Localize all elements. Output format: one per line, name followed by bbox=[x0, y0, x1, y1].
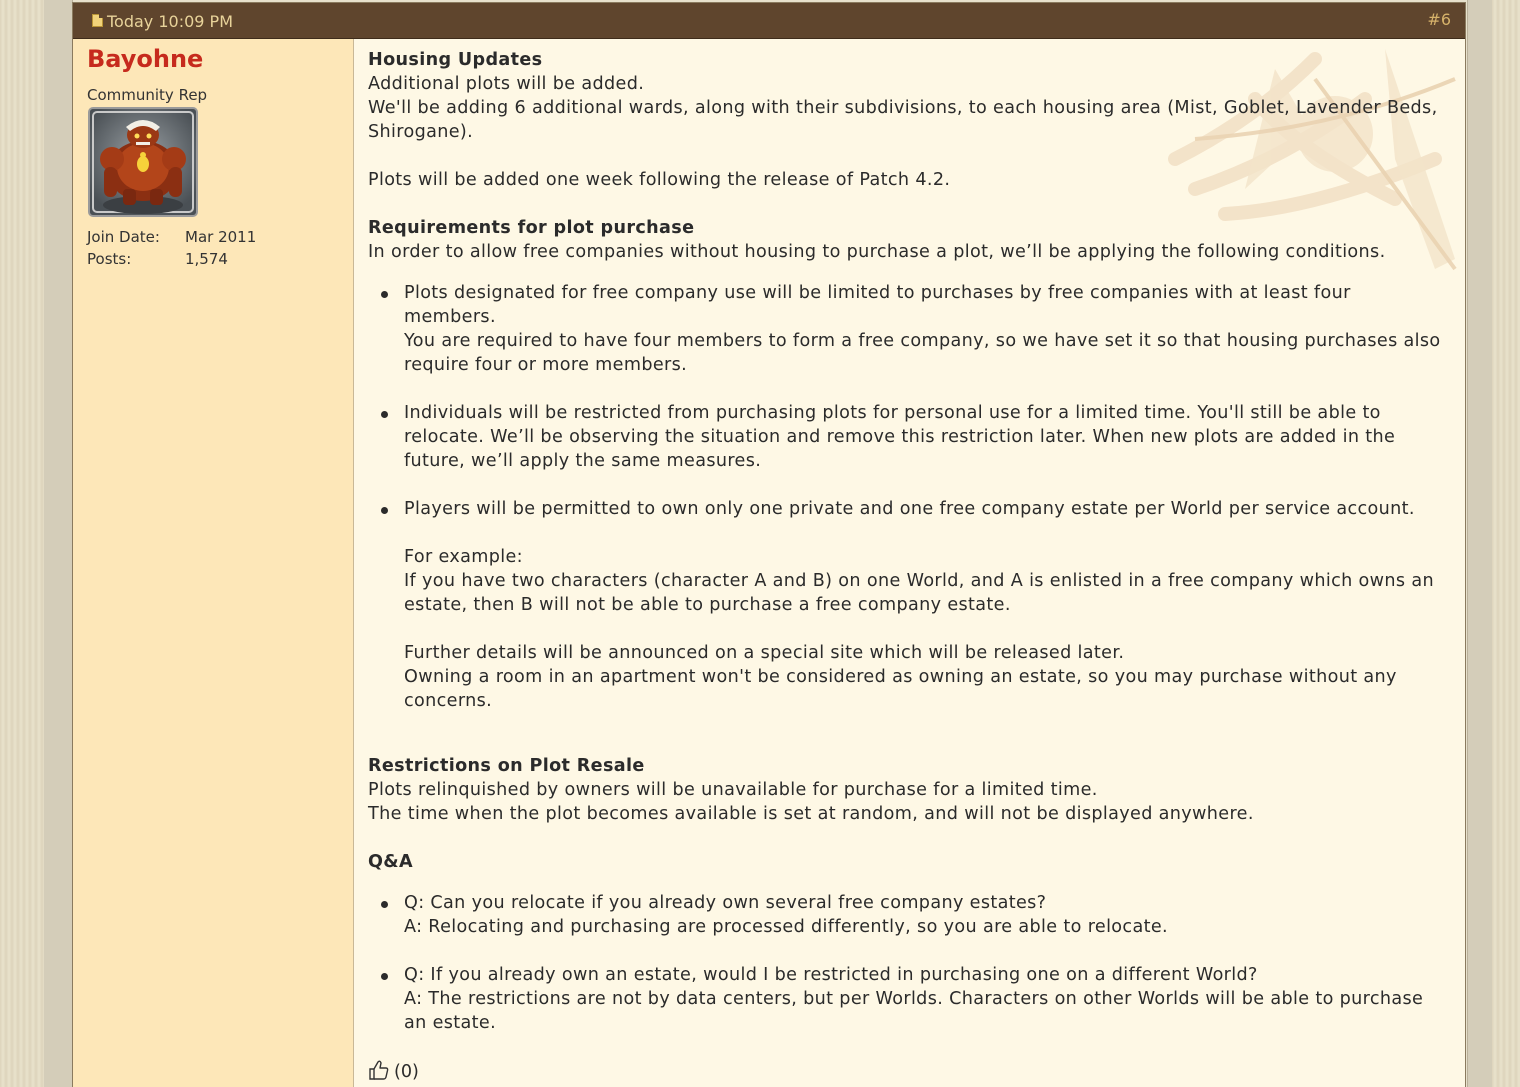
user-title: Community Rep bbox=[87, 86, 208, 104]
join-date-label: Join Date: bbox=[87, 228, 160, 246]
resale-line-2: The time when the plot becomes available is set at random, and will not be displayed anywhere. bbox=[368, 804, 1254, 824]
qa-heading: Q&A bbox=[368, 852, 413, 872]
bullet-3-text-a: Players will be permitted to own only one private and one free company estate per World per service account. bbox=[404, 499, 1415, 519]
housing-line-1: Additional plots will be added. bbox=[368, 74, 645, 94]
post-icon bbox=[92, 14, 103, 27]
post-header bbox=[73, 3, 1465, 39]
qa-item-1 bbox=[404, 891, 1448, 939]
bullet-3-text-b: For example: bbox=[404, 547, 523, 567]
avatar-image bbox=[90, 109, 196, 215]
frame-border-left bbox=[44, 0, 73, 1087]
forum-post bbox=[72, 2, 1466, 1087]
post-number-link[interactable]: #6 bbox=[1427, 10, 1451, 29]
housing-updates-heading: Housing Updates bbox=[368, 50, 543, 70]
qa-item-2 bbox=[404, 963, 1448, 1035]
posts-row bbox=[87, 248, 256, 270]
requirements-intro: In order to allow free companies without housing to purchase a plot, we’ll be applying the following conditions. bbox=[368, 242, 1386, 262]
username-link[interactable]: Bayohne bbox=[87, 45, 204, 73]
post-date: Today 10:09 PM bbox=[107, 12, 234, 31]
qa-answer-2: A: The restrictions are not by data centers, but per Worlds. Characters on other Worlds will be able to purchase an estate. bbox=[404, 989, 1424, 1033]
page-background-right bbox=[1492, 0, 1520, 1087]
requirements-bullet-2 bbox=[404, 401, 1448, 473]
avatar[interactable] bbox=[88, 107, 198, 217]
bullet-1-text-b: You are required to have four members to form a free company, so we have set it so that housing purchases also require four or more members. bbox=[404, 331, 1441, 375]
thumbs-up-icon bbox=[368, 1059, 390, 1081]
page-background-left bbox=[0, 0, 44, 1087]
housing-line-2: We'll be adding 6 additional wards, along with their subdivisions, to each housing area (Mist, Goblet, Lavender Beds, Shirogane). bbox=[368, 98, 1438, 142]
bullet-2-text: Individuals will be restricted from purchasing plots for personal use for a limited time. You'll still be able to relocate. We’ll be observing the situation and remove this restriction later. When new plots are added in the future, we’ll apply the same measures. bbox=[404, 403, 1396, 471]
requirements-bullet-3 bbox=[404, 497, 1448, 713]
requirements-bullet-1 bbox=[404, 281, 1448, 377]
requirements-heading: Requirements for plot purchase bbox=[368, 218, 695, 238]
post-content bbox=[354, 39, 1465, 1087]
qa-answer-1: A: Relocating and purchasing are processed differently, so you are able to relocate. bbox=[404, 917, 1168, 937]
frame-border-right bbox=[1467, 0, 1493, 1087]
join-date-value: Mar 2011 bbox=[185, 228, 257, 246]
posts-value: 1,574 bbox=[185, 250, 228, 268]
resale-line-1: Plots relinquished by owners will be unavailable for purchase for a limited time. bbox=[368, 780, 1098, 800]
post-message bbox=[368, 48, 1448, 1035]
bullet-1-text-a: Plots designated for free company use will be limited to purchases by free companies with at least four members. bbox=[404, 283, 1351, 327]
housing-line-3: Plots will be added one week following the release of Patch 4.2. bbox=[368, 170, 951, 190]
requirements-list bbox=[368, 281, 1448, 713]
posts-label: Posts: bbox=[87, 250, 132, 268]
qa-question-1: Q: Can you relocate if you already own several free company estates? bbox=[404, 893, 1047, 913]
bullet-3-text-d: Further details will be announced on a special site which will be released later. bbox=[404, 643, 1125, 663]
like-count: (0) bbox=[394, 1062, 419, 1082]
resale-heading: Restrictions on Plot Resale bbox=[368, 756, 645, 776]
join-date-row bbox=[87, 226, 256, 248]
user-stats bbox=[87, 226, 256, 270]
bullet-3-text-c: If you have two characters (character A and B) on one World, and A is enlisted in a free company which owns an estate, then B will not be able to purchase a free company estate. bbox=[404, 571, 1434, 615]
like-button[interactable] bbox=[368, 1059, 419, 1082]
bullet-3-text-e: Owning a room in an apartment won't be considered as owning an estate, so you may purchase without any concerns. bbox=[404, 667, 1397, 711]
qa-question-2: Q: If you already own an estate, would I be restricted in purchasing one on a different World? bbox=[404, 965, 1258, 985]
qa-list bbox=[368, 891, 1448, 1035]
user-info-panel bbox=[73, 39, 354, 1087]
